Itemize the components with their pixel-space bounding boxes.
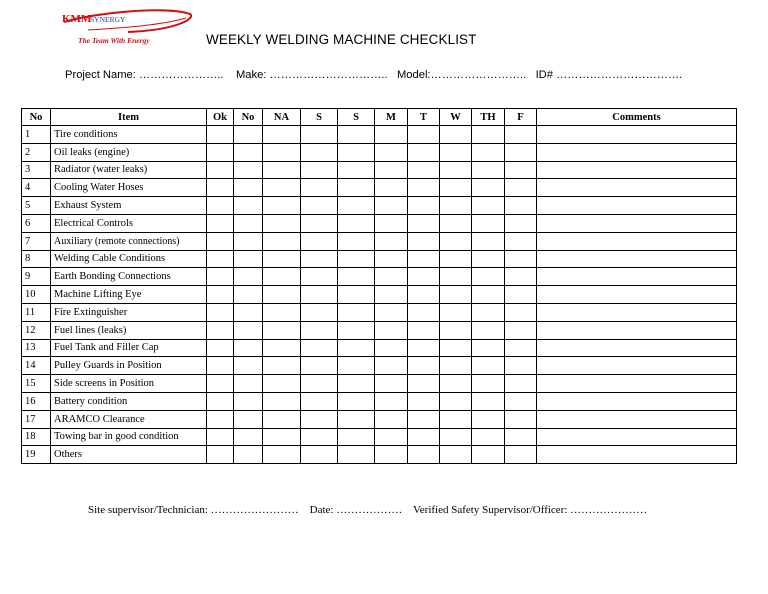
check-cell[interactable] bbox=[301, 250, 338, 268]
check-cell[interactable] bbox=[505, 161, 537, 179]
check-cell[interactable] bbox=[338, 428, 375, 446]
check-cell[interactable] bbox=[408, 392, 440, 410]
check-cell[interactable] bbox=[472, 286, 505, 304]
check-cell[interactable] bbox=[440, 126, 472, 144]
check-cell[interactable] bbox=[408, 286, 440, 304]
check-cell[interactable] bbox=[338, 126, 375, 144]
id-field[interactable]: ID# ……………………………. bbox=[535, 69, 683, 81]
check-cell[interactable] bbox=[505, 339, 537, 357]
check-cell[interactable] bbox=[207, 286, 234, 304]
check-cell[interactable] bbox=[472, 428, 505, 446]
check-cell[interactable] bbox=[375, 250, 408, 268]
check-cell[interactable] bbox=[375, 392, 408, 410]
table-row bbox=[22, 428, 737, 446]
check-cell[interactable] bbox=[375, 357, 408, 375]
table-row bbox=[22, 339, 737, 357]
check-cell[interactable] bbox=[207, 392, 234, 410]
check-cell[interactable] bbox=[263, 286, 301, 304]
check-cell[interactable] bbox=[207, 446, 234, 464]
check-cell[interactable] bbox=[472, 179, 505, 197]
table-row bbox=[22, 410, 737, 428]
table-row bbox=[22, 357, 737, 375]
comments-cell[interactable] bbox=[537, 286, 737, 304]
check-cell[interactable] bbox=[207, 321, 234, 339]
table-row bbox=[22, 268, 737, 286]
comments-cell[interactable] bbox=[537, 161, 737, 179]
check-cell[interactable] bbox=[207, 232, 234, 250]
table-row bbox=[22, 375, 737, 393]
check-cell[interactable] bbox=[440, 339, 472, 357]
check-cell[interactable] bbox=[234, 214, 263, 232]
check-cell[interactable] bbox=[472, 410, 505, 428]
check-cell[interactable] bbox=[440, 250, 472, 268]
column-header: M bbox=[375, 109, 408, 126]
check-cell[interactable] bbox=[207, 250, 234, 268]
check-cell[interactable] bbox=[338, 392, 375, 410]
check-cell[interactable] bbox=[472, 321, 505, 339]
check-cell[interactable] bbox=[408, 357, 440, 375]
row-number: 14 bbox=[22, 357, 51, 375]
check-cell[interactable] bbox=[505, 214, 537, 232]
logo-brand-text-secondary: SYNERGY bbox=[90, 15, 126, 24]
check-cell[interactable] bbox=[440, 303, 472, 321]
check-cell[interactable] bbox=[263, 375, 301, 393]
check-cell[interactable] bbox=[301, 321, 338, 339]
check-cell[interactable] bbox=[338, 286, 375, 304]
check-cell[interactable] bbox=[301, 392, 338, 410]
table-header-row bbox=[22, 109, 737, 126]
row-number: 8 bbox=[22, 250, 51, 268]
model-field[interactable]: Model:…………………….. bbox=[396, 69, 527, 81]
comments-cell[interactable] bbox=[537, 339, 737, 357]
check-cell[interactable] bbox=[338, 161, 375, 179]
row-number: 3 bbox=[22, 161, 51, 179]
check-cell[interactable] bbox=[440, 392, 472, 410]
check-cell[interactable] bbox=[375, 197, 408, 215]
check-cell[interactable] bbox=[234, 428, 263, 446]
check-cell[interactable] bbox=[505, 286, 537, 304]
check-cell[interactable] bbox=[408, 250, 440, 268]
check-cell[interactable] bbox=[207, 143, 234, 161]
check-cell[interactable] bbox=[234, 303, 263, 321]
check-cell[interactable] bbox=[440, 375, 472, 393]
comments-cell[interactable] bbox=[537, 392, 737, 410]
check-cell[interactable] bbox=[375, 214, 408, 232]
check-cell[interactable] bbox=[234, 286, 263, 304]
row-item: Machine Lifting Eye bbox=[51, 286, 207, 304]
check-cell[interactable] bbox=[375, 126, 408, 144]
check-cell[interactable] bbox=[472, 197, 505, 215]
column-header: S bbox=[338, 109, 375, 126]
check-cell[interactable] bbox=[408, 410, 440, 428]
check-cell[interactable] bbox=[440, 286, 472, 304]
table-row bbox=[22, 161, 737, 179]
check-cell[interactable] bbox=[408, 232, 440, 250]
row-number: 9 bbox=[22, 268, 51, 286]
column-header: S bbox=[301, 109, 338, 126]
check-cell[interactable] bbox=[207, 428, 234, 446]
row-item: Cooling Water Hoses bbox=[51, 179, 207, 197]
check-cell[interactable] bbox=[408, 375, 440, 393]
row-number: 2 bbox=[22, 143, 51, 161]
check-cell[interactable] bbox=[234, 375, 263, 393]
row-item: Welding Cable Conditions bbox=[51, 250, 207, 268]
check-cell[interactable] bbox=[440, 197, 472, 215]
check-cell[interactable] bbox=[472, 214, 505, 232]
check-cell[interactable] bbox=[408, 428, 440, 446]
check-cell[interactable] bbox=[472, 268, 505, 286]
check-cell[interactable] bbox=[408, 126, 440, 144]
check-cell[interactable] bbox=[234, 410, 263, 428]
check-cell[interactable] bbox=[505, 446, 537, 464]
check-cell[interactable] bbox=[301, 161, 338, 179]
table-row bbox=[22, 303, 737, 321]
check-cell[interactable] bbox=[440, 446, 472, 464]
check-cell[interactable] bbox=[408, 197, 440, 215]
check-cell[interactable] bbox=[338, 375, 375, 393]
check-cell[interactable] bbox=[408, 143, 440, 161]
check-cell[interactable] bbox=[472, 392, 505, 410]
row-number: 15 bbox=[22, 375, 51, 393]
company-logo bbox=[58, 8, 196, 46]
comments-cell[interactable] bbox=[537, 321, 737, 339]
check-cell[interactable] bbox=[234, 339, 263, 357]
column-header: T bbox=[408, 109, 440, 126]
check-cell[interactable] bbox=[234, 143, 263, 161]
check-cell[interactable] bbox=[505, 321, 537, 339]
row-item: Oil leaks (engine) bbox=[51, 143, 207, 161]
check-cell[interactable] bbox=[472, 232, 505, 250]
row-item: Earth Bonding Connections bbox=[51, 268, 207, 286]
column-header: NA bbox=[263, 109, 301, 126]
check-cell[interactable] bbox=[375, 286, 408, 304]
check-cell[interactable] bbox=[263, 179, 301, 197]
check-cell[interactable] bbox=[472, 357, 505, 375]
make-field[interactable]: Make: ………………………….. bbox=[235, 69, 388, 81]
table-row bbox=[22, 232, 737, 250]
check-cell[interactable] bbox=[472, 250, 505, 268]
row-number: 12 bbox=[22, 321, 51, 339]
comments-cell[interactable] bbox=[537, 214, 737, 232]
site-supervisor-field[interactable]: Site supervisor/Technician: …………………… bbox=[88, 504, 299, 516]
check-cell[interactable] bbox=[207, 410, 234, 428]
check-cell[interactable] bbox=[440, 143, 472, 161]
check-cell[interactable] bbox=[408, 303, 440, 321]
check-cell[interactable] bbox=[440, 268, 472, 286]
row-number: 17 bbox=[22, 410, 51, 428]
row-item: Tire conditions bbox=[51, 126, 207, 144]
check-cell[interactable] bbox=[301, 286, 338, 304]
row-number: 11 bbox=[22, 303, 51, 321]
page-title: WEEKLY WELDING MACHINE CHECKLIST bbox=[206, 32, 477, 47]
row-item: Radiator (water leaks) bbox=[51, 161, 207, 179]
check-cell[interactable] bbox=[207, 179, 234, 197]
row-number: 6 bbox=[22, 214, 51, 232]
check-cell[interactable] bbox=[234, 268, 263, 286]
check-cell[interactable] bbox=[338, 321, 375, 339]
check-cell[interactable] bbox=[234, 392, 263, 410]
check-cell[interactable] bbox=[207, 197, 234, 215]
check-cell[interactable] bbox=[301, 357, 338, 375]
comments-cell[interactable] bbox=[537, 126, 737, 144]
check-cell[interactable] bbox=[375, 410, 408, 428]
check-cell[interactable] bbox=[408, 321, 440, 339]
table-row bbox=[22, 179, 737, 197]
table-row bbox=[22, 286, 737, 304]
row-number: 10 bbox=[22, 286, 51, 304]
signature-footer bbox=[88, 504, 647, 516]
check-cell[interactable] bbox=[338, 339, 375, 357]
check-cell[interactable] bbox=[505, 268, 537, 286]
comments-cell[interactable] bbox=[537, 303, 737, 321]
column-header: W bbox=[440, 109, 472, 126]
check-cell[interactable] bbox=[234, 357, 263, 375]
check-cell[interactable] bbox=[375, 375, 408, 393]
check-cell[interactable] bbox=[301, 214, 338, 232]
check-cell[interactable] bbox=[338, 250, 375, 268]
check-cell[interactable] bbox=[505, 250, 537, 268]
table-row bbox=[22, 250, 737, 268]
check-cell[interactable] bbox=[338, 143, 375, 161]
check-cell[interactable] bbox=[234, 321, 263, 339]
check-cell[interactable] bbox=[440, 232, 472, 250]
check-cell[interactable] bbox=[263, 143, 301, 161]
check-cell[interactable] bbox=[263, 410, 301, 428]
column-header: TH bbox=[472, 109, 505, 126]
check-cell[interactable] bbox=[505, 303, 537, 321]
row-item: Pulley Guards in Position bbox=[51, 357, 207, 375]
check-cell[interactable] bbox=[263, 161, 301, 179]
table-body bbox=[22, 126, 737, 464]
project-meta-line bbox=[65, 69, 682, 81]
verified-safety-supervisor-field[interactable]: Verified Safety Supervisor/Officer: ………………… bbox=[413, 504, 648, 516]
table-row bbox=[22, 446, 737, 464]
check-cell[interactable] bbox=[207, 339, 234, 357]
comments-cell[interactable] bbox=[537, 232, 737, 250]
check-cell[interactable] bbox=[408, 339, 440, 357]
check-cell[interactable] bbox=[301, 339, 338, 357]
check-cell[interactable] bbox=[472, 339, 505, 357]
check-cell[interactable] bbox=[505, 179, 537, 197]
check-cell[interactable] bbox=[301, 446, 338, 464]
check-cell[interactable] bbox=[505, 375, 537, 393]
check-cell[interactable] bbox=[472, 161, 505, 179]
comments-cell[interactable] bbox=[537, 143, 737, 161]
check-cell[interactable] bbox=[338, 197, 375, 215]
check-cell[interactable] bbox=[234, 250, 263, 268]
check-cell[interactable] bbox=[408, 446, 440, 464]
comments-cell[interactable] bbox=[537, 446, 737, 464]
row-number: 1 bbox=[22, 126, 51, 144]
comments-cell[interactable] bbox=[537, 268, 737, 286]
check-cell[interactable] bbox=[234, 232, 263, 250]
row-item: Electrical Controls bbox=[51, 214, 207, 232]
check-cell[interactable] bbox=[505, 392, 537, 410]
check-cell[interactable] bbox=[263, 268, 301, 286]
column-header: Ok bbox=[207, 109, 234, 126]
check-cell[interactable] bbox=[338, 268, 375, 286]
table-row bbox=[22, 214, 737, 232]
checklist-table bbox=[21, 108, 737, 464]
check-cell[interactable] bbox=[234, 179, 263, 197]
check-cell[interactable] bbox=[472, 375, 505, 393]
check-cell[interactable] bbox=[301, 303, 338, 321]
check-cell[interactable] bbox=[440, 161, 472, 179]
check-cell[interactable] bbox=[505, 357, 537, 375]
check-cell[interactable] bbox=[301, 143, 338, 161]
comments-cell[interactable] bbox=[537, 179, 737, 197]
check-cell[interactable] bbox=[338, 303, 375, 321]
row-item: Exhaust System bbox=[51, 197, 207, 215]
check-cell[interactable] bbox=[263, 339, 301, 357]
row-item: Others bbox=[51, 446, 207, 464]
row-item: Side screens in Position bbox=[51, 375, 207, 393]
check-cell[interactable] bbox=[375, 339, 408, 357]
check-cell[interactable] bbox=[263, 303, 301, 321]
check-cell[interactable] bbox=[408, 161, 440, 179]
comments-cell[interactable] bbox=[537, 410, 737, 428]
check-cell[interactable] bbox=[375, 179, 408, 197]
check-cell[interactable] bbox=[408, 268, 440, 286]
check-cell[interactable] bbox=[338, 410, 375, 428]
check-cell[interactable] bbox=[301, 232, 338, 250]
row-number: 19 bbox=[22, 446, 51, 464]
check-cell[interactable] bbox=[408, 214, 440, 232]
check-cell[interactable] bbox=[207, 375, 234, 393]
row-number: 16 bbox=[22, 392, 51, 410]
check-cell[interactable] bbox=[301, 428, 338, 446]
column-header: No bbox=[22, 109, 51, 126]
check-cell[interactable] bbox=[472, 126, 505, 144]
table-row bbox=[22, 126, 737, 144]
check-cell[interactable] bbox=[375, 143, 408, 161]
comments-cell[interactable] bbox=[537, 250, 737, 268]
table-row bbox=[22, 143, 737, 161]
check-cell[interactable] bbox=[338, 232, 375, 250]
check-cell[interactable] bbox=[207, 214, 234, 232]
check-cell[interactable] bbox=[234, 161, 263, 179]
check-cell[interactable] bbox=[375, 446, 408, 464]
check-cell[interactable] bbox=[207, 357, 234, 375]
check-cell[interactable] bbox=[207, 161, 234, 179]
check-cell[interactable] bbox=[301, 179, 338, 197]
check-cell[interactable] bbox=[263, 197, 301, 215]
table-row bbox=[22, 197, 737, 215]
check-cell[interactable] bbox=[301, 375, 338, 393]
row-item: Battery condition bbox=[51, 392, 207, 410]
check-cell[interactable] bbox=[301, 197, 338, 215]
row-number: 13 bbox=[22, 339, 51, 357]
check-cell[interactable] bbox=[263, 126, 301, 144]
row-item: Towing bar in good condition bbox=[51, 428, 207, 446]
check-cell[interactable] bbox=[505, 143, 537, 161]
check-cell[interactable] bbox=[338, 357, 375, 375]
row-item: Fuel lines (leaks) bbox=[51, 321, 207, 339]
check-cell[interactable] bbox=[263, 321, 301, 339]
row-item: ARAMCO Clearance bbox=[51, 410, 207, 428]
check-cell[interactable] bbox=[301, 410, 338, 428]
check-cell[interactable] bbox=[234, 446, 263, 464]
check-cell[interactable] bbox=[505, 428, 537, 446]
row-number: 5 bbox=[22, 197, 51, 215]
date-field[interactable]: Date: ……………… bbox=[309, 504, 403, 516]
comments-cell[interactable] bbox=[537, 375, 737, 393]
row-item: Fuel Tank and Filler Cap bbox=[51, 339, 207, 357]
row-number: 4 bbox=[22, 179, 51, 197]
comments-cell[interactable] bbox=[537, 428, 737, 446]
check-cell[interactable] bbox=[375, 303, 408, 321]
check-cell[interactable] bbox=[505, 197, 537, 215]
check-cell[interactable] bbox=[375, 232, 408, 250]
check-cell[interactable] bbox=[263, 250, 301, 268]
check-cell[interactable] bbox=[207, 303, 234, 321]
check-cell[interactable] bbox=[263, 392, 301, 410]
table-row bbox=[22, 321, 737, 339]
check-cell[interactable] bbox=[338, 446, 375, 464]
check-cell[interactable] bbox=[375, 161, 408, 179]
check-cell[interactable] bbox=[338, 179, 375, 197]
check-cell[interactable] bbox=[263, 232, 301, 250]
table-row bbox=[22, 392, 737, 410]
comments-cell[interactable] bbox=[537, 357, 737, 375]
logo-brand-text: KMM bbox=[62, 13, 92, 25]
row-number: 18 bbox=[22, 428, 51, 446]
check-cell[interactable] bbox=[505, 232, 537, 250]
check-cell[interactable] bbox=[505, 126, 537, 144]
check-cell[interactable] bbox=[440, 428, 472, 446]
check-cell[interactable] bbox=[472, 446, 505, 464]
row-number: 7 bbox=[22, 232, 51, 250]
check-cell[interactable] bbox=[207, 268, 234, 286]
check-cell[interactable] bbox=[440, 214, 472, 232]
column-header: Comments bbox=[537, 109, 737, 126]
check-cell[interactable] bbox=[301, 126, 338, 144]
row-item: Fire Extinguisher bbox=[51, 303, 207, 321]
check-cell[interactable] bbox=[263, 357, 301, 375]
project-name-field[interactable]: Project Name: ………………….. bbox=[65, 69, 224, 81]
check-cell[interactable] bbox=[375, 428, 408, 446]
check-cell[interactable] bbox=[440, 321, 472, 339]
check-cell[interactable] bbox=[207, 126, 234, 144]
check-cell[interactable] bbox=[234, 197, 263, 215]
check-cell[interactable] bbox=[505, 410, 537, 428]
check-cell[interactable] bbox=[375, 268, 408, 286]
check-cell[interactable] bbox=[408, 179, 440, 197]
column-header: No bbox=[234, 109, 263, 126]
logo-tagline: The Team With Energy bbox=[78, 36, 150, 45]
row-item: Auxiliary (remote connections) bbox=[51, 232, 207, 250]
check-cell[interactable] bbox=[263, 214, 301, 232]
check-cell[interactable] bbox=[263, 446, 301, 464]
check-cell[interactable] bbox=[440, 357, 472, 375]
check-cell[interactable] bbox=[338, 214, 375, 232]
comments-cell[interactable] bbox=[537, 197, 737, 215]
check-cell[interactable] bbox=[472, 303, 505, 321]
column-header: F bbox=[505, 109, 537, 126]
check-cell[interactable] bbox=[301, 268, 338, 286]
check-cell[interactable] bbox=[263, 428, 301, 446]
column-header: Item bbox=[51, 109, 207, 126]
check-cell[interactable] bbox=[472, 143, 505, 161]
check-cell[interactable] bbox=[375, 321, 408, 339]
check-cell[interactable] bbox=[440, 179, 472, 197]
check-cell[interactable] bbox=[234, 126, 263, 144]
check-cell[interactable] bbox=[440, 410, 472, 428]
